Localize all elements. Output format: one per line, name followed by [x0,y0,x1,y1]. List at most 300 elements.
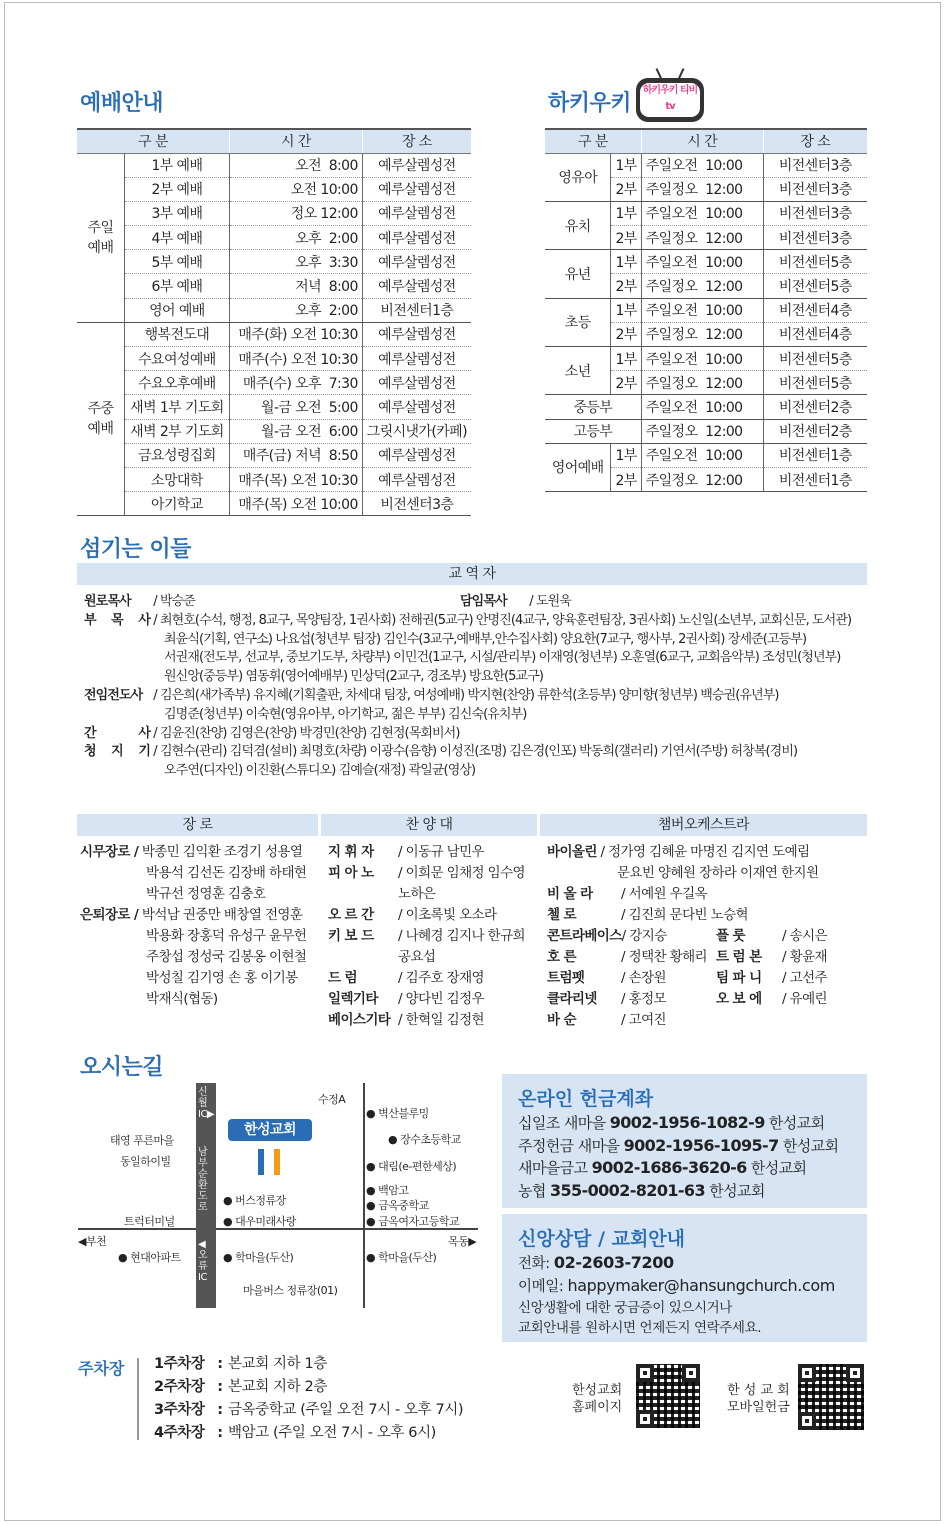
worship-place: 예루살렘성전 [362,177,471,201]
orchestra-row [547,905,867,926]
offering-holder: 한성교회 [709,1181,765,1200]
choir-row [328,926,525,947]
worship-row [77,177,471,201]
hakiwoo-row [545,153,867,177]
choir-row [328,884,525,905]
elders-list [80,842,306,1010]
hakiwoo-place: 비전센터5층 [763,250,867,274]
hakiwoo-row [545,395,867,419]
clerk-line: 오주연(디자인) 이진환(스튜디오) 김예슬(재정) 곽일균(영상) [164,763,476,779]
worship-place: 예루살렘성전 [362,395,471,419]
staff: / 김윤진(찬양) 김영은(찬양) 박경민(찬양) 김현정(목회비서) [150,725,460,741]
choir-members: / 이동규 남민우 [398,844,484,860]
orchestra-part-label: 첼 로 [547,907,576,923]
hakiwoo-session: 1부 [611,347,641,371]
worship-time: 저녁 8:00 [229,274,362,298]
violin-line: / 정가영 김혜윤 마명진 김지연 도예림 [600,844,810,860]
orchestra-part-label: 팀 파 니 [716,970,762,986]
parking-list [154,1353,463,1445]
hakiwoo-time: 주일정오 12:00 [641,467,763,491]
hakiwoo-place: 비전센터3층 [763,177,867,201]
hakiwoo-time: 주일오전 10:00 [641,250,763,274]
map-label: 학마을(두산) [378,1251,437,1264]
qr-mobile-code[interactable] [798,1364,864,1430]
hakiwoo-time: 주일오전 10:00 [641,153,763,177]
worship-time: 오후 2:00 [229,226,362,250]
worship-time: 오후 3:30 [229,250,362,274]
worship-row [77,298,471,322]
church-logo-icon [258,1149,280,1175]
worship-title: 예배안내 [80,91,164,116]
worship-table [77,128,471,516]
choir-part-label: 오 르 간 [328,907,374,923]
hakiwoo-group-name: 유년 [545,250,611,298]
directions-title: 오시는길 [80,1055,164,1080]
elder-line: 주창섭 정성국 김봉옹 이현철 [146,949,307,965]
clerk-label: 청 지 기 [84,744,150,760]
worship-time: 매주(목) 오전 10:30 [229,467,362,491]
worship-time: 매주(화) 오전 10:30 [229,322,362,346]
map-label: 목동▶ [448,1235,477,1248]
hakiwoo-time: 주일정오 12:00 [641,274,763,298]
choir-row [328,863,525,884]
offering-title: 온라인 헌금계좌 [518,1088,654,1110]
offering-row [518,1135,838,1158]
orchestra-part-label: 호 른 [547,949,576,965]
hakiwoo-row [545,250,867,274]
worship-service-name: 행복전도대 [124,322,229,346]
parking-location: 본교회 지하 1층 [228,1356,327,1372]
senior: / 도원욱 [526,594,571,609]
orchestra-part-label: 클라리넷 [547,991,597,1007]
hakiwoo-group-name: 영어예배 [545,443,611,491]
orchestra-part-label: 바 순 [547,1012,576,1028]
worship-time: 오전 10:00 [229,177,362,201]
hakiwoo-group-name: 고등부 [545,419,641,443]
retired-elders-label: 은퇴장로 / [80,907,139,923]
worship-place: 예루살렘성전 [362,347,471,371]
worship-time: 월-금 오전 5:00 [229,395,362,419]
worship-time: 매주(금) 저녁 8:50 [229,443,362,467]
worship-time: 매주(목) 오전 10:00 [229,492,362,516]
evangelist-line: 김명준(청년부) 이숙현(영유아부, 아기학교, 젊은 부부) 김신숙(유치부) [164,706,527,722]
worship-header-time: 시 간 [229,129,362,153]
worship-row [77,250,471,274]
orchestra-row [547,884,867,905]
parking-row [154,1422,463,1445]
parking-colon: : [217,1379,223,1395]
hakiwoo-group-name: 중등부 [545,395,641,419]
hakiwoo-time: 주일정오 12:00 [641,419,763,443]
choir-part-label: 드 럼 [328,970,357,986]
choir-members: / 한혁일 김정현 [398,1012,484,1028]
violin-label: 바이올린 [547,844,597,860]
hakiwoo-session: 2부 [611,226,641,250]
elder-line: 박재식(협동) [146,991,218,1007]
orchestra-list [547,842,867,1031]
orchestra-part-label: 콘트라베이스 [547,928,622,944]
worship-row [77,395,471,419]
hakiwoo-title: 하키우키 [548,91,632,116]
worship-time: 매주(수) 오후 7:30 [229,371,362,395]
choir-part-label: 베이스기타 [328,1012,391,1028]
hakiwoo-session: 1부 [611,250,641,274]
map-label: 현대아파트 [130,1251,181,1264]
worship-service-name: 4부 예배 [124,226,229,250]
offering-box [502,1074,867,1208]
email-label: 이메일: [518,1279,564,1295]
parking-lot-name: 3주차장 [154,1402,205,1418]
map-label: 수정A [318,1093,346,1106]
worship-place: 예루살렘성전 [362,443,471,467]
map-label: ◀부천 [78,1235,107,1248]
map-label: 버스정류장 [235,1194,286,1207]
info-title: 신앙상담 / 교회안내 [518,1228,686,1250]
info-note: 교회안내를 원하시면 언제든지 연락주세요. [518,1320,762,1336]
worship-header-place: 장 소 [362,129,471,153]
orchestra-members: / 홍정모 [621,991,666,1007]
worship-row [77,153,471,177]
worship-time: 오전 8:00 [229,153,362,177]
hakiwoo-place: 비전센터3층 [763,153,867,177]
hakiwoo-session: 2부 [611,177,641,201]
hakiwoo-session: 1부 [611,201,641,225]
offering-account: 9002-1956-1095-7 [623,1135,779,1155]
orchestra-part-label: 오 보 에 [716,991,762,1007]
elder-line: 박용석 김선돈 김장배 하태현 [146,865,307,881]
hakiwoo-place: 비전센터5층 [763,347,867,371]
hakiwoo-group-name: 영유아 [545,153,611,201]
worship-group-label: 주일 예배 [77,153,124,322]
worship-row [77,443,471,467]
hakiwoo-row [545,347,867,371]
hakiwoo-place: 비전센터1층 [763,443,867,467]
worship-time: 매주(수) 오전 10:30 [229,347,362,371]
worship-header-category: 구 분 [77,129,229,153]
church-marker [228,1119,312,1177]
map-label: 학마을(두산) [235,1251,294,1264]
choir-row [328,1010,525,1031]
hakiwoo-session: 1부 [611,443,641,467]
parking-divider [137,1358,139,1440]
worship-service-name: 수요오후예배 [124,371,229,395]
worship-service-name: 금요성령집회 [124,443,229,467]
choir-part-label: 피 아 노 [328,865,374,881]
hakiwoo-place: 비전센터3층 [763,201,867,225]
hakiwoo-session: 1부 [611,298,641,322]
hakiwoo-time: 주일오전 10:00 [641,443,763,467]
directions-map: 신월IC▶ 남부순환도로 ◀오류IC 한성교회 수정A ● 벽산블루밍 ● 장수초등학교 태영 푸른마을 동일하이빌 ● 대림(e-편한세상) ● 버스정류장 ● 대우미래사랑 ● 백암고 ● 금옥중학교 ● 금옥여자고등학교 트럭터미널 ◀부천 목동▶ ● 현대아파트 ● 학마을(두산) ● 학마을(두산) 마을버스 정류장(01) [78,1083,488,1308]
hakiwoo-session: 2부 [611,322,641,346]
info-box [502,1214,867,1342]
choir-list [328,842,525,1031]
worship-group-label: 주중 예배 [77,322,124,516]
parking-row [154,1399,463,1422]
worship-place: 예루살렘성전 [362,250,471,274]
senior-emeritus-label: 원로목사 [84,594,131,609]
map-road-side [363,1083,365,1308]
hakiwoo-group-name: 유치 [545,201,611,249]
elder-line: 박석남 권중만 배창열 전영훈 [141,907,303,923]
worship-service-name: 아기학교 [124,492,229,516]
offering-holder: 한성교회 [782,1136,839,1155]
qr-home-code[interactable] [636,1364,700,1428]
choir-band: 찬 양 대 [321,814,537,836]
map-label: 금옥여자고등학교 [378,1215,460,1228]
orchestra-row [716,968,827,989]
choir-members: / 양다빈 김정우 [398,991,484,1007]
choir-part-label: 일렉기타 [328,991,378,1007]
worship-row [77,274,471,298]
worship-time: 정오 12:00 [229,201,362,225]
worship-place: 예루살렘성전 [362,322,471,346]
qr-mobile-label-line: 한 성 교 회 [727,1383,790,1398]
orchestra-row [716,926,827,947]
orchestra-row [716,989,827,1010]
parking-colon: : [217,1356,223,1372]
choir-members: 공요섭 [398,949,436,965]
staff-label: 간 사 [84,725,150,741]
orchestra-part-label: 트럼펫 [547,970,585,986]
orchestra-members: / 손장원 [621,970,666,986]
active-elders-label: 시무장로 / [80,844,139,860]
evangelist-line: / 김은희(새가족부) 유지혜(기획출판, 차세대 팀장, 여성예배) 박지현(찬양) 류한석(초등부) 양미향(청년부) 백승권(유년부) [150,687,779,703]
orchestra-part-label: 비 올 라 [547,886,593,902]
worship-service-name: 영어 예배 [124,298,229,322]
worship-row [77,492,471,516]
phone-label: 전화: [518,1256,550,1272]
senior-emeritus: / 박승준 [150,594,195,609]
map-label: 태영 푸른마을 [110,1134,174,1147]
hakiwoo-time: 주일오전 10:00 [641,201,763,225]
orchestra-members: / 고여진 [621,1012,666,1028]
hakiwoo-row [545,443,867,467]
hakiwoo-header-time: 시 간 [641,129,763,153]
map-label: 장수초등학교 [400,1133,461,1146]
hakiwoo-place: 비전센터1층 [763,467,867,491]
orchestra-members: / 고선주 [782,970,827,986]
parking-location: 백암고 (주일 오전 7시 - 오후 6시) [228,1425,436,1441]
hakiwoo-row [545,201,867,225]
hakiwoo-place: 비전센터4층 [763,298,867,322]
worship-row [77,371,471,395]
worship-service-name: 2부 예배 [124,177,229,201]
worship-time: 오후 2:00 [229,298,362,322]
elder-line: 박용화 장홍덕 유성구 윤무헌 [146,928,307,944]
orchestra-members: / 송시은 [782,928,827,944]
orchestra-part-label: 플 룻 [716,928,745,944]
associate-label: 부 목 사 [84,612,150,628]
hakiwoo-session: 2부 [611,371,641,395]
map-label: 동일하이빌 [120,1155,171,1168]
hakiwoo-time: 주일오전 10:00 [641,347,763,371]
choir-part-label: 키 보 드 [328,928,374,944]
map-road-label: 남부순환도로 [198,1147,208,1213]
offering-row [518,1112,838,1135]
church-name: 한성교회 [228,1119,312,1141]
parking-row [154,1376,463,1399]
parking-lot-name: 1주차장 [154,1356,205,1372]
hakiwoo-table [545,128,867,492]
orchestra-members: / 강지승 [621,928,667,944]
worship-place: 예루살렘성전 [362,226,471,250]
qr-home-label [572,1382,622,1416]
elder-line: 박성칠 김기영 손 홍 이기봉 [146,970,298,986]
parking-colon: : [217,1425,223,1441]
worship-place: 예루살렘성전 [362,467,471,491]
map-label: 트럭터미널 [124,1215,175,1228]
parking-colon: : [217,1402,223,1418]
offering-bank: 주정헌금 새마을 [518,1136,620,1155]
clerk-line: / 김현수(관리) 김덕겸(설비) 최명호(차량) 이광수(음향) 이성진(조명) 김은경(인포) 박동희(갤러리) 기연서(주방) 허창복(경비) [150,744,798,760]
worship-place: 예루살렘성전 [362,153,471,177]
offering-account: 9002-1686-3620-6 [591,1158,747,1177]
associate-line: / 최현호(수석, 행정, 8교구, 목양팀장, 1권사회) 전해권(5교구) 안명진(4교구, 양육훈련팀장, 3권사회) 노신일(소년부, 교회신문, 도서관) [150,612,852,628]
orchestra-row [547,1010,867,1031]
associate-line: 서권재(전도부, 선교부, 중보기도부, 차량부) 이민건(1교구, 시설/관리부) 이재영(청년부) 오훈열(6교구, 교회음악부) 조성민(청년부) [164,650,841,666]
hakiwoo-group-name: 소년 [545,347,611,395]
map-shinwol-label: 신월IC▶ [198,1087,215,1120]
offering-account: 9002-1956-1082-9 [609,1113,765,1132]
choir-part-label: 지 휘 자 [328,844,374,860]
associate-line: 원신앙(중등부) 염동휘(영어예배부) 민상덕(2교구, 경조부) 방요한(5교구) [164,669,544,685]
phone-number[interactable]: 02-2603-7200 [553,1253,674,1272]
hakiwoo-place: 비전센터3층 [763,226,867,250]
hakiwoo-header-place: 장 소 [763,129,867,153]
parking-location: 본교회 지하 2층 [228,1379,327,1395]
worship-place: 예루살렘성전 [362,274,471,298]
worship-time: 월-금 오전 6:00 [229,419,362,443]
worship-service-name: 5부 예배 [124,250,229,274]
hakiwoo-time: 주일정오 12:00 [641,177,763,201]
choir-members: / 김주호 장재영 [398,970,484,986]
worship-row [77,226,471,250]
hakiwoo-time: 주일오전 10:00 [641,298,763,322]
map-label: 백암고 [378,1184,409,1197]
worship-row [77,467,471,491]
worship-place: 예루살렘성전 [362,371,471,395]
offering-bank: 농협 [518,1181,546,1200]
offering-account: 355-0002-8201-63 [549,1180,706,1200]
email-address[interactable]: happymaker@hansungchurch.com [567,1276,835,1295]
offering-bank: 새마을금고 [518,1159,588,1177]
worship-service-name: 새벽 1부 기도회 [124,395,229,419]
qr-mobile-label [727,1382,790,1416]
hakiwoo-time: 주일정오 12:00 [641,322,763,346]
hakiwoo-place: 비전센터5층 [763,371,867,395]
elders-band: 장 로 [77,814,318,836]
hakiwoo-time: 주일오전 10:00 [641,395,763,419]
orchestra-row [716,947,827,968]
orchestra-part-label: 트 럼 본 [716,949,762,965]
parking-lot-name: 2주차장 [154,1379,205,1395]
orchestra-band: 챔버오케스트라 [540,814,867,836]
choir-members: / 이희문 임채정 임수영 [398,865,525,881]
hakiwoo-row [545,419,867,443]
map-label: 마을버스 정류장(01) [243,1284,338,1297]
parking-title: 주차장 [78,1359,125,1378]
map-oryu-label: ◀오류IC [198,1239,208,1283]
evangelist-label: 전임전도사 [84,687,143,703]
worship-place: 비전센터3층 [362,492,471,516]
parking-lot-name: 4주차장 [154,1425,205,1441]
choir-members: / 이초록빛 오소라 [398,907,497,923]
map-label: 벽산블루밍 [378,1107,429,1120]
hakiwoo-tv-logo [636,78,704,122]
worship-row [77,322,471,346]
offering-holder: 한성교회 [768,1114,825,1132]
parking-row [154,1353,463,1376]
violin-line: 문요빈 양혜원 장하라 이재연 한지원 [617,865,819,881]
orchestra-members: / 정택찬 황해리 [621,949,707,965]
worship-place: 비전센터1층 [362,298,471,322]
map-label: 금옥중학교 [378,1199,429,1212]
hakiwoo-time: 주일정오 12:00 [641,371,763,395]
associate-line: 최윤식(기획, 연구소) 나요섭(청년부 팀장) 김인수(3교구,예배부,안수집사회) 양요한(7교구, 행사부, 2권사회) 장세준(고등부) [164,631,807,647]
hakiwoo-place: 비전센터4층 [763,322,867,346]
clergy-band: 교 역 자 [77,563,867,585]
orchestra-members: / 유예린 [782,991,827,1007]
hakiwoo-time: 주일정오 12:00 [641,226,763,250]
choir-members: 노하은 [398,886,436,902]
qr-home-label-line: 한성교회 [572,1383,623,1398]
choir-row [328,968,525,989]
worship-place: 그릿시냇가(카페) [362,419,471,443]
hakiwoo-session: 2부 [611,467,641,491]
hakiwoo-place: 비전센터2층 [763,395,867,419]
worship-service-name: 1부 예배 [124,153,229,177]
worship-row [77,419,471,443]
senior-label: 담임목사 [460,594,507,609]
map-label: 대림(e-편한세상) [378,1160,457,1173]
qr-mobile-label-line: 모바일헌금 [727,1400,790,1415]
hakiwoo-row [545,298,867,322]
hakiwoo-header-category: 구 분 [545,129,641,153]
parking-location: 금옥중학교 (주일 오전 7시 - 오후 7시) [228,1402,464,1418]
map-label: 대우미래사랑 [235,1215,296,1228]
servants-title: 섬기는 이들 [80,537,191,562]
worship-service-name: 새벽 2부 기도회 [124,419,229,443]
hakiwoo-place: 비전센터5층 [763,274,867,298]
worship-service-name: 수요여성예배 [124,347,229,371]
hakiwoo-logo-text: 하키우키 티비tv [640,83,700,117]
hakiwoo-place: 비전센터2층 [763,419,867,443]
offering-row [518,1180,838,1203]
elder-line: 박규선 정영훈 김충호 [146,886,266,902]
worship-place: 예루살렘성전 [362,201,471,225]
worship-service-name: 3부 예배 [124,201,229,225]
hakiwoo-session: 1부 [611,153,641,177]
offering-row [518,1157,838,1180]
worship-row [77,201,471,225]
worship-service-name: 6부 예배 [124,274,229,298]
qr-home-label-line: 홈페이지 [572,1400,623,1415]
choir-row [328,947,525,968]
worship-row [77,347,471,371]
offering-holder: 한성교회 [750,1159,807,1177]
clergy-list [84,593,864,781]
orchestra-members: / 황윤재 [782,949,827,965]
choir-row [328,989,525,1010]
worship-service-name: 소망대학 [124,467,229,491]
hakiwoo-session: 2부 [611,274,641,298]
choir-members: / 나혜경 김지나 한규희 [398,928,525,944]
choir-row [328,842,525,863]
offering-bank: 십일조 새마을 [518,1114,606,1132]
elder-line: 박종민 김익환 조경기 성용열 [141,844,303,860]
choir-row [328,905,525,926]
orchestra-members: / 서예원 우길옥 [621,886,707,902]
